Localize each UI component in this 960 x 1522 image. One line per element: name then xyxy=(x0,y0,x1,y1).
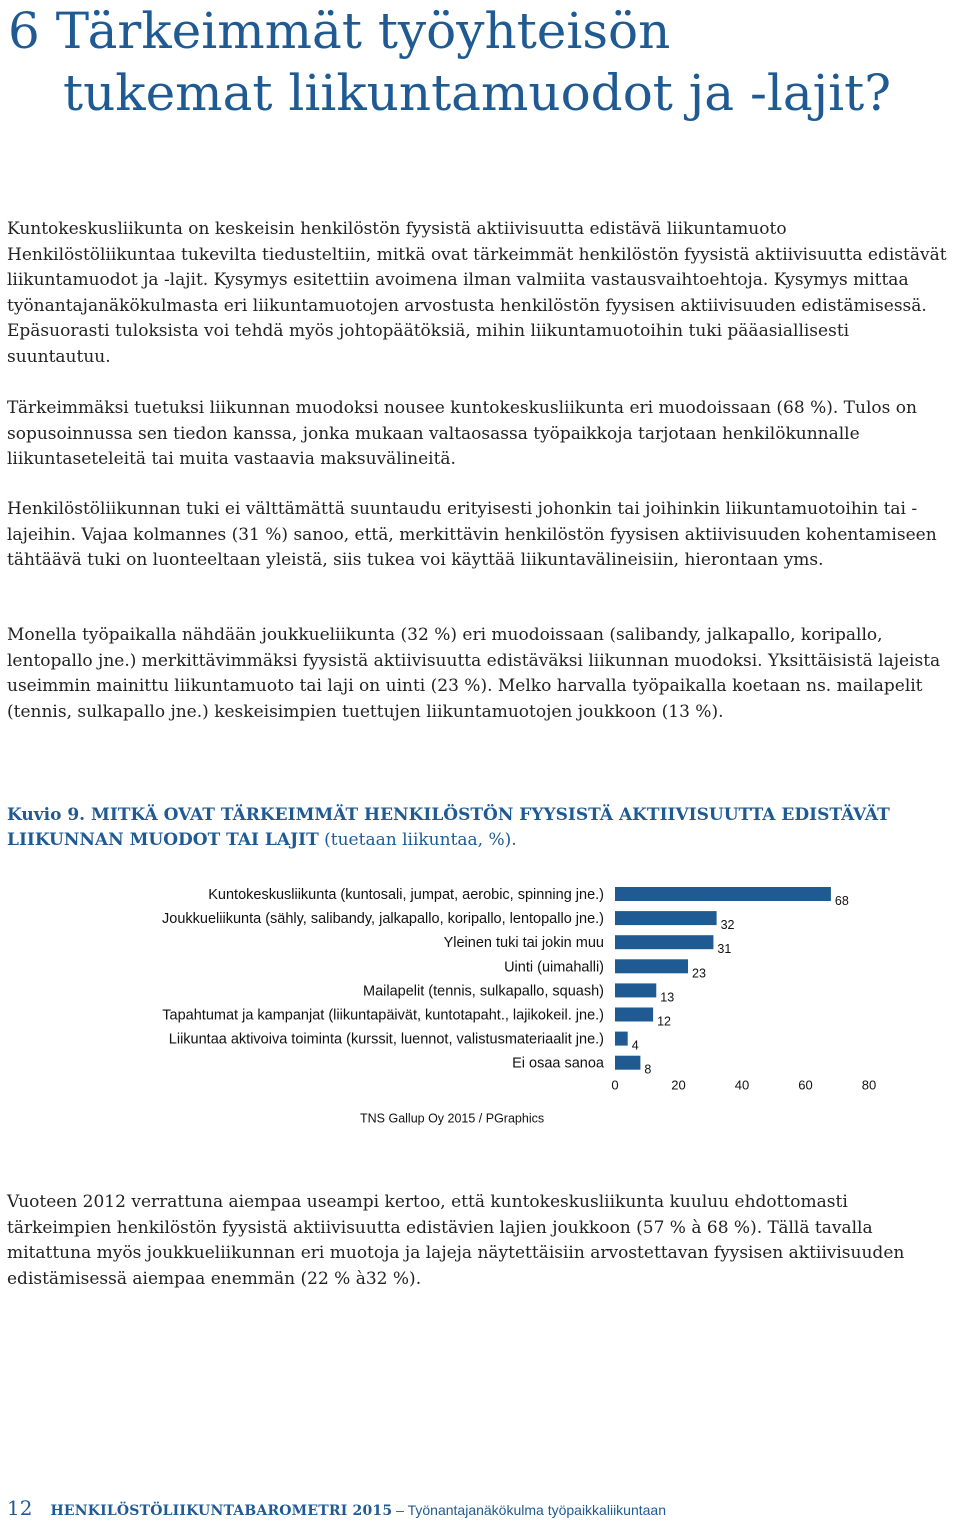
bar-value-label: 23 xyxy=(692,966,706,981)
paragraph-comparison-2012: Vuoteen 2012 verrattuna aiempaa useampi kertoo, että kuntokeskusliikunta kuuluu ehdottomasti tärkeimpien henkilöstön fyysistä aktiivisuutta edistävien lajien joukkoon (57 % à 68 %). Tällä tavalla mitattuna myös joukkueliikunnan eri muotoja ja lajeja näytettäisiin arvostettavan fyysisen aktiivisuuden edistämisessä aiempaa enemmän (22 % à32 %). xyxy=(7,1192,905,1289)
page-title-line-2: tukemat liikuntamuodot ja -lajit? xyxy=(63,64,892,122)
bar xyxy=(615,911,717,925)
footer-series-title: HENKILÖSTÖLIIKUNTABAROMETRI 2015 xyxy=(50,1503,393,1519)
bar-value-label: 8 xyxy=(644,1062,652,1077)
bar-value-label: 12 xyxy=(657,1014,672,1029)
category-label: Liikuntaa aktivoiva toiminta (kurssit, luennot, valistusmateriaalit jne.) xyxy=(168,1031,604,1048)
figure-caption-sub: (tuetaan liikuntaa, %). xyxy=(318,830,517,850)
chart-source-note: TNS Gallup Oy 2015 / PGraphics xyxy=(360,1111,545,1126)
figure-caption-main: Kuvio 9. MITKÄ OVAT TÄRKEIMMÄT HENKILÖSTÖN FYYSISTÄ AKTIIVISUUTTA EDISTÄVÄT LIIKUNNAN MUODOT TAI LAJIT xyxy=(7,805,890,850)
bar-chart xyxy=(0,870,960,1140)
paragraph-main-finding: Tärkeimmäksi tuetuksi liikunnan muodoksi nousee kuntokeskusliikunta eri muodoissaan (68 %). Tulos on sopusoinnussa sen tiedon kanssa, jonka mukaan valtaosassa työpaikkoja tarjotaan henkilökunnalle liikuntaseteleitä tai muita vastaavia maksuvälineitä. xyxy=(7,398,917,469)
category-label: Ei osaa sanoa xyxy=(512,1055,604,1072)
page-number: 12 xyxy=(7,1496,33,1520)
x-tick-label: 0 xyxy=(611,1077,619,1093)
bar xyxy=(615,959,688,973)
bar-value-label: 13 xyxy=(660,990,675,1005)
bar xyxy=(615,935,713,949)
page-title xyxy=(8,0,891,124)
category-label: Mailapelit (tennis, sulkapallo, squash) xyxy=(363,983,604,1000)
x-tick-label: 60 xyxy=(798,1077,813,1093)
page-footer xyxy=(7,1496,666,1520)
x-tick-label: 20 xyxy=(671,1077,686,1093)
x-tick-label: 80 xyxy=(861,1077,877,1093)
category-label: Tapahtumat ja kampanjat (liikuntapäivät, kuntotapaht., lajikokeil. jne.) xyxy=(162,1007,604,1024)
x-tick-label: 40 xyxy=(734,1077,750,1093)
category-label: Yleinen tuki tai jokin muu xyxy=(443,935,604,952)
figure-caption xyxy=(7,803,952,853)
paragraph-general-support: Henkilöstöliikunnan tuki ei välttämättä suuntaudu erityisesti johonkin tai joihinkin liikuntamuotoihin tai -lajeihin. Vajaa kolmannes (31 %) sanoo, että, merkittävin henkilöstön fyysisen aktiivisuuden kohentamiseen tähtäävä tuki on luonteeltaan yleistä, siis tukea voi käyttää liikuntavälineisiin, hierontaan yms. xyxy=(7,499,937,570)
footer-subtitle: – Työnantajanäkökulma työpaikkaliikuntaan xyxy=(392,1502,666,1518)
paragraph-team-sports: Monella työpaikalla nähdään joukkueliikunta (32 %) eri muodoissaan (salibandy, jalkapallo, koripallo, lentopallo jne.) merkittävimmäksi fyysistä aktiivisuutta edistäväksi liikunnan muodoksi. Yksittäisistä lajeista useimmin mainittu liikuntamuoto tai laji on uinti (23 %). Melko harvalla työpaikalla koetaan ns. mailapelit (tennis, sulkapallo jne.) keskeisimpien tuettujen liikuntamuotojen joukkoon (13 %). xyxy=(7,625,941,722)
bar xyxy=(615,1008,653,1022)
bar xyxy=(615,1056,640,1070)
bar-value-label: 31 xyxy=(717,942,732,957)
category-label: Uinti (uimahalli) xyxy=(504,959,604,976)
bar xyxy=(615,1032,628,1046)
bar-value-label: 68 xyxy=(834,894,849,908)
bar xyxy=(615,983,656,997)
page-title-line-1: 6 Tärkeimmät työyhteisön xyxy=(8,2,671,60)
bar-value-label: 4 xyxy=(631,1038,639,1053)
paragraph-intro: Kuntokeskusliikunta on keskeisin henkilöstön fyysistä aktiivisuutta edistävä liikuntamuoto Henkilöstöliikuntaa tukevilta tiedusteltiin, mitkä ovat tärkeimmät henkilöstön fyysistä aktiivisuutta edistävät liikuntamuodot ja -lajit. Kysymys esitettiin avoimena ilman valmiita vastausvaihtoehtoja. Kysymys mittaa työnantajanäkökulmasta eri liikuntamuotojen arvostusta henkilöstön fyysisen aktiivisuuden edistämisessä. Epäsuorasti tuloksista voi tehdä myös johtopäätöksiä, mihin liikuntamuotoihin tuki pääasiallisesti suuntautuu. xyxy=(7,219,947,367)
bar-value-label: 32 xyxy=(720,918,735,933)
category-label: Kuntokeskusliikunta (kuntosali, jumpat, aerobic, spinning jne.) xyxy=(208,887,604,903)
bar xyxy=(615,887,831,901)
category-label: Joukkueliikunta (sähly, salibandy, jalkapallo, koripallo, lentopallo jne.) xyxy=(162,911,604,928)
